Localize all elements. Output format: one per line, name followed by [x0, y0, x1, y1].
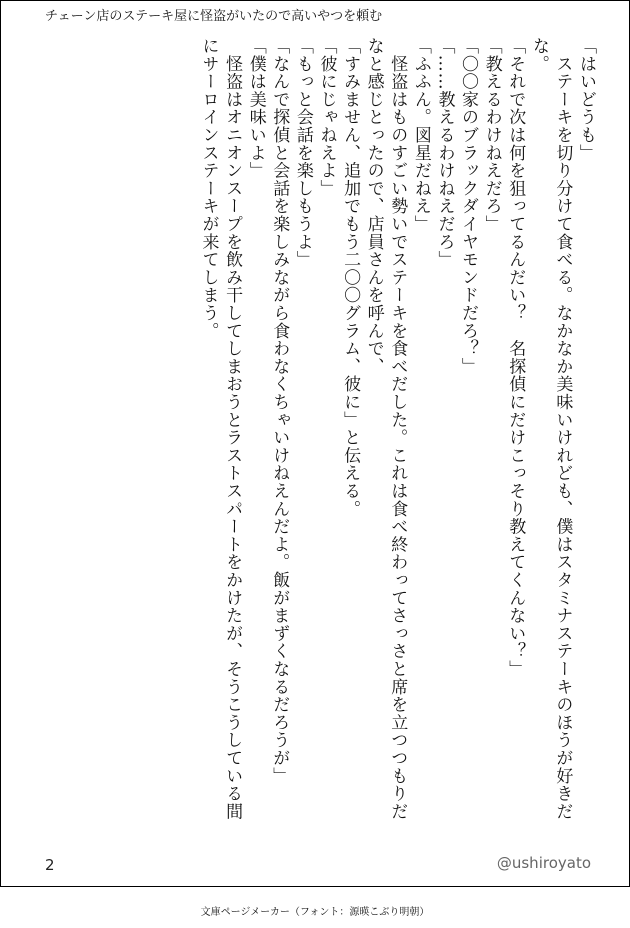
text-line: 「ふふん。図星だねえ」: [410, 37, 431, 233]
text-line: 「はいどうも」: [576, 37, 596, 162]
text-line: 怪盗はオニオンスープを飲み干してしまおうとラストスパートをかけたが、そうこうしている間にサーロインステーキが来てしまう。: [198, 37, 243, 821]
text-line: 「それで次は何を狙ってるんだい？ 名探偵にだけこっそり教えてくんない？」: [505, 37, 526, 678]
text-line: 「すみません、追加でもう二〇〇グラム、彼に」と伝える。: [340, 37, 361, 518]
footer-caption: 文庫ページメーカー（フォント：源暎こぶり明朝）: [200, 907, 430, 918]
text-line: ステーキを切り分けて食べる。なかなか美味いけれども、僕はスタミナステーキのほうが好きだな。: [528, 37, 573, 821]
text-line: 「……教えるわけねえだろ」: [434, 37, 455, 269]
vertical-body-text: [29, 37, 597, 833]
text-line: 「もっと会話を楽しもうよ」: [292, 37, 313, 269]
text-line: 「なんで探偵と会話を楽しみながら食わなくちゃいけねえんだよ。飯がまずくなるだろうが」: [269, 37, 290, 785]
text-line: 「僕は美味いよ」: [245, 37, 266, 180]
text-line: 「〇〇家のブラックダイヤモンドだろ？」: [458, 37, 479, 376]
author-handle: @ushiroyato: [496, 854, 591, 872]
text-line: 「彼にじゃねえよ」: [316, 37, 337, 198]
text-line: 「教えるわけねえだろ」: [481, 37, 502, 233]
text-line: 怪盗はものすごい勢いでステーキを食べだした。これは食べ終わってさっさと席を立つつもりだなと感じとったので、店員さんを呼んで、: [363, 37, 408, 821]
page-number: 2: [45, 856, 55, 874]
running-header: チェーン店のステーキ屋に怪盗がいたので高いやつを頼む: [45, 9, 383, 24]
